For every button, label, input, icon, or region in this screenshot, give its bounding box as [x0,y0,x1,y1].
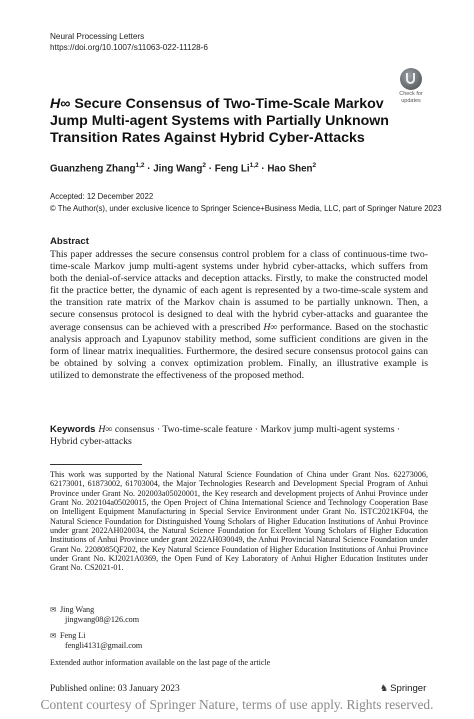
doi-link[interactable]: https://doi.org/10.1007/s11063-022-11128-6 [50,43,208,52]
keywords-h-infinity: H∞ [98,424,113,435]
abstract-body [50,249,428,382]
title-text: Secure Consensus of Two-Time-Scale Markov Jump Multi-agent Systems with Partially Unknown Transition Rates Against Hybrid Cyber-Attacks [50,96,389,146]
journal-header [50,31,208,53]
published-date: Published online: 03 January 2023 [50,684,180,694]
contact-email[interactable]: fengli4131@gmail.com [65,641,143,650]
abstract-part-1: This paper addresses the secure consensus control problem for a class of continuous-time two-time-scale Markov jump multi-agent systems under hybrid cyber-attacks, which suffers from both the denial-of-service attacks and deception attacks. Firstly, to make the constructed model fit the practice better, the dynamic of each agent is represented by a two-time-scale system and the transition rate matrix of the Markov chain is assumed to be partially unknown. Then, a secure consensus protocol is designed to deal with the hybrid cyber-attacks and guarantee the average consensus can be achieved with a prescribed [50,249,428,333]
author-affiliation: 1,2 [249,162,259,169]
author-list: Guanzheng Zhang$^{1,2}$ · Jing Wang$^2$ · Feng Li$^{1,2}$ · Hao Shen$^2$ [50,162,317,175]
abstract-part-2: performance. Based on the stochastic analysis approach and Lyapunov stability method, some sufficient conditions are given in the form of linear matrix inequalities. Furthermore, the desired secure consensus protocol gains can be obtained by solving a convex optimization problem. Finally, an illustrative example is utilized to demonstrate the effectiveness of the proposed method. [50,321,428,381]
funding-note: This work was supported by the National Natural Science Foundation of China under Grant Nos. 62273006, 62173001, 61873002, 61703004, the Major Technologies Research and Development Special Program of Anhui Province under Grant No. 202003a05020001, the Key research and development projects of Anhui Province under Grant No. 202104a05020015, the Open Project of China International Science and Technology Cooperation Base on Intelligent Equipment Manufacturing in Special Service Environment under Grant No. ISTC2021KF04, the Natural Science Foundation for Distinguished Young Scholars of Higher Education Institutions of Anhui Province under grant 2022AH020034, the Natural Science Foundation for Excellent Young Scholars of Higher Education Institutions of Anhui Province under grant 2022AH030049, the Anhui Provincial Natural Science Foundation under Grant No. 2208085QF202, the Key Natural Science Foundation of Higher Education Institutions of Anhui Province under Grant No. KJ2021A0369, the Open Fund of Key Laboratory of Anhui Higher Education Institutes under Grant No. CS2021-01. [50,470,428,573]
springer-logo [380,683,426,694]
publisher-name: Springer [390,683,427,694]
abstract-h-infinity: H∞ [263,321,278,333]
footnote-divider [50,464,142,465]
springer-horse-icon: ♞ [380,684,389,694]
badge-line-1: Check for [399,91,423,97]
envelope-icon: ✉ [50,605,57,614]
courtesy-watermark: Content courtesy of Springer Nature, terms of use apply. Rights reserved. [40,697,434,712]
article-dates [50,191,442,215]
copyright-line: © The Author(s), under exclusive licence to Springer Science+Business Media, LLC, part of Springer Nature 2023 [50,204,442,213]
paper-title [50,96,400,147]
keywords-text: consensus · Two-time-scale feature · Markov jump multi-agent systems · Hybrid cyber-attacks [50,424,401,448]
check-for-updates-badge[interactable] [396,68,426,102]
accepted-date: Accepted: 12 December 2022 [50,192,154,201]
contact-name: Jing Wang [60,605,95,614]
journal-name: Neural Processing Letters [50,32,145,41]
contact-feng-li [50,631,142,651]
author-name[interactable]: Jing Wang [153,163,203,175]
title-h-infinity: H∞ [50,96,71,112]
contact-jing-wang [50,605,139,625]
check-for-updates-icon [400,68,422,90]
author-name[interactable]: Feng Li [214,163,250,175]
contact-email[interactable]: jingwang08@126.com [65,615,140,624]
keywords [50,424,430,448]
contact-name: Feng Li [60,631,86,640]
extended-author-info: Extended author information available on the last page of the article [50,658,271,667]
author-affiliation: 1,2 [135,162,145,169]
abstract-heading: Abstract [50,236,89,247]
envelope-icon: ✉ [50,631,57,640]
author-affiliation: 2 [312,162,317,169]
keywords-label: Keywords [50,424,96,435]
author-affiliation: 2 [202,162,207,169]
author-name[interactable]: Hao Shen [267,163,313,175]
badge-line-2: updates [401,98,421,104]
author-name[interactable]: Guanzheng Zhang [50,163,136,175]
